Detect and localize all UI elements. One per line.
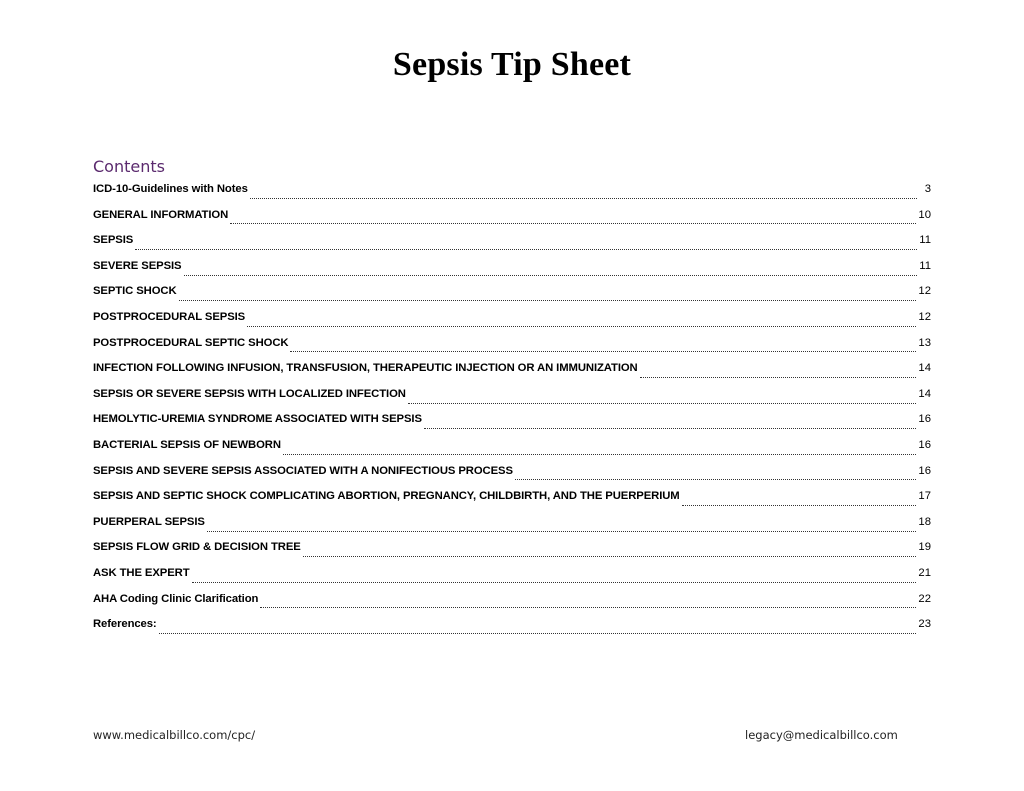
toc-dot-leader bbox=[230, 222, 916, 224]
toc-entry-page-number: 16 bbox=[918, 464, 931, 477]
page-title: Sepsis Tip Sheet bbox=[392, 46, 632, 83]
contents-heading: Contents bbox=[93, 157, 165, 176]
toc-dot-leader bbox=[207, 530, 917, 532]
toc-entry[interactable] bbox=[93, 618, 931, 644]
toc-entry[interactable] bbox=[93, 209, 931, 235]
toc-entry-page-number: 17 bbox=[918, 490, 931, 503]
toc-entry-label: SEPSIS FLOW GRID & DECISION TREE bbox=[93, 541, 301, 554]
toc-entry[interactable] bbox=[93, 413, 931, 439]
toc-entry[interactable] bbox=[93, 234, 931, 260]
toc-entry[interactable] bbox=[93, 337, 931, 363]
toc-entry-label: POSTPROCEDURAL SEPSIS bbox=[93, 310, 246, 323]
toc-entry-page-number: 16 bbox=[918, 413, 931, 426]
toc-entry-page-number: 10 bbox=[918, 208, 931, 221]
toc-entry-page-number: 18 bbox=[918, 515, 931, 528]
toc-entry[interactable] bbox=[93, 362, 931, 388]
toc-entry-label: HEMOLYTIC-UREMIA SYNDROME ASSOCIATED WITH SEPSIS bbox=[93, 413, 422, 426]
toc-entry-page-number: 19 bbox=[918, 541, 931, 554]
toc-entry[interactable] bbox=[93, 285, 931, 311]
toc-dot-leader bbox=[424, 427, 917, 429]
toc-entry-label: SEPSIS AND SEPTIC SHOCK COMPLICATING ABORTION, PREGNANCY, CHILDBIRTH, AND THE PUERPERIUM bbox=[93, 490, 680, 503]
toc-dot-leader bbox=[260, 606, 916, 608]
toc-entry-label: SEPTIC SHOCK bbox=[93, 285, 177, 298]
toc-entry-page-number: 14 bbox=[918, 387, 931, 400]
toc-dot-leader bbox=[303, 555, 917, 557]
toc-entry-label: SEPSIS AND SEVERE SEPSIS ASSOCIATED WITH A NONIFECTIOUS PROCESS bbox=[93, 464, 513, 477]
toc-dot-leader bbox=[290, 350, 916, 352]
toc-entry-label: GENERAL INFORMATION bbox=[93, 208, 229, 221]
toc-dot-leader bbox=[135, 248, 917, 250]
toc-entry-label: PUERPERAL SEPSIS bbox=[93, 515, 205, 528]
toc-entry[interactable] bbox=[93, 465, 931, 491]
toc-entry-label: INFECTION FOLLOWING INFUSION, TRANSFUSION, THERAPEUTIC INJECTION OR AN IMMUNIZATION bbox=[93, 362, 638, 375]
table-of-contents bbox=[93, 183, 931, 644]
toc-entry[interactable] bbox=[93, 516, 931, 542]
toc-entry-label: SEPSIS bbox=[93, 234, 134, 247]
toc-entry-page-number: 22 bbox=[918, 592, 931, 605]
toc-entry[interactable] bbox=[93, 593, 931, 619]
toc-dot-leader bbox=[682, 504, 917, 506]
toc-entry-page-number: 12 bbox=[918, 285, 931, 298]
toc-entry-label: ICD-10-Guidelines with Notes bbox=[93, 183, 248, 195]
toc-dot-leader bbox=[247, 325, 916, 327]
toc-entry-page-number: 11 bbox=[919, 259, 931, 272]
toc-entry-page-number: 12 bbox=[918, 310, 931, 323]
toc-dot-leader bbox=[515, 478, 917, 480]
toc-entry[interactable] bbox=[93, 567, 931, 593]
toc-entry-label: ASK THE EXPERT bbox=[93, 566, 190, 579]
toc-dot-leader bbox=[192, 581, 917, 583]
toc-entry-label: POSTPROCEDURAL SEPTIC SHOCK bbox=[93, 336, 289, 349]
toc-entry[interactable] bbox=[93, 311, 931, 337]
footer-website[interactable]: www.medicalbillco.com/cpc/ bbox=[93, 728, 256, 742]
toc-entry-page-number: 14 bbox=[918, 362, 931, 375]
toc-entry-page-number: 23 bbox=[918, 618, 931, 631]
toc-entry-page-number: 21 bbox=[918, 566, 931, 579]
toc-entry-page-number: 16 bbox=[918, 438, 931, 451]
toc-dot-leader bbox=[283, 453, 917, 455]
footer-email[interactable]: legacy@medicalbillco.com bbox=[745, 728, 898, 742]
toc-entry-label: SEVERE SEPSIS bbox=[93, 259, 182, 272]
toc-dot-leader bbox=[159, 632, 917, 634]
toc-entry-label: BACTERIAL SEPSIS OF NEWBORN bbox=[93, 438, 281, 451]
toc-entry-page-number: 13 bbox=[918, 336, 931, 349]
toc-dot-leader bbox=[250, 197, 917, 199]
toc-entry[interactable] bbox=[93, 388, 931, 414]
toc-entry[interactable] bbox=[93, 490, 931, 516]
toc-entry[interactable] bbox=[93, 183, 931, 209]
toc-entry[interactable] bbox=[93, 260, 931, 286]
toc-dot-leader bbox=[179, 299, 917, 301]
toc-entry-label: AHA Coding Clinic Clarification bbox=[93, 592, 259, 605]
toc-entry[interactable] bbox=[93, 439, 931, 465]
toc-entry-page-number: 3 bbox=[924, 183, 931, 195]
toc-entry-label: References: bbox=[93, 618, 157, 631]
toc-dot-leader bbox=[640, 376, 917, 378]
toc-dot-leader bbox=[184, 274, 918, 276]
toc-dot-leader bbox=[408, 402, 917, 404]
toc-entry-page-number: 11 bbox=[919, 234, 931, 247]
toc-entry[interactable] bbox=[93, 541, 931, 567]
toc-entry-label: SEPSIS OR SEVERE SEPSIS WITH LOCALIZED INFECTION bbox=[93, 387, 406, 400]
